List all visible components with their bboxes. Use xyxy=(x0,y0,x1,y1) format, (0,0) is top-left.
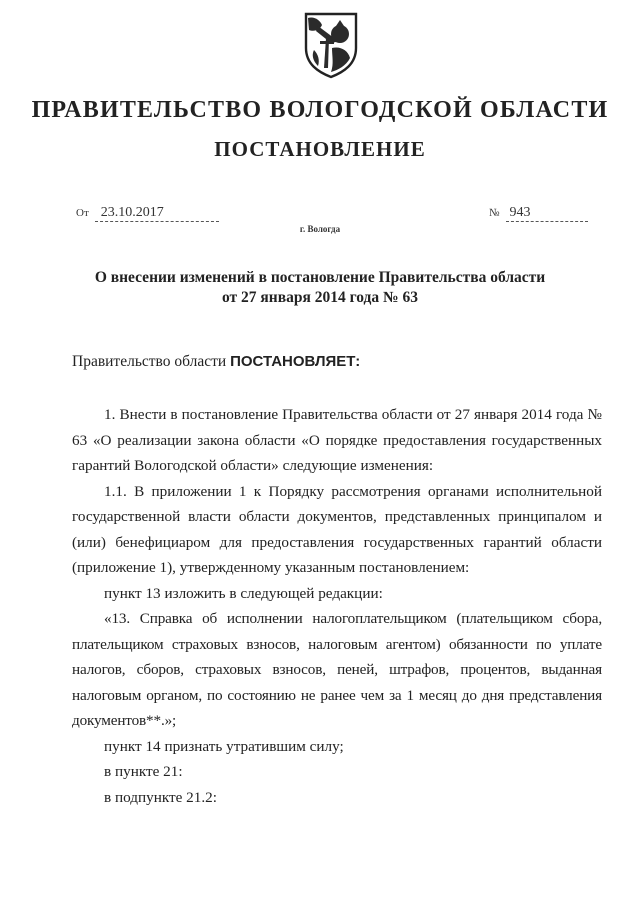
paragraph-item-14: пункт 14 признать утратившим силу; xyxy=(104,737,344,755)
number-prefix: № xyxy=(489,207,500,219)
coat-of-arms-emblem xyxy=(300,8,362,80)
paragraph-1-1: 1.1. В приложении 1 к Порядку рассмотрения органами исполнительной государственной власти области документов, представленных принципалом и (или) бенефициаром для предоставления государственных гарантий области (приложение 1), утвержденному указанным постановлением: xyxy=(72,482,602,576)
number-value: 943 xyxy=(506,205,588,222)
paragraph-item-13-intro: пункт 13 изложить в следующей редакции: xyxy=(104,584,383,602)
city-label: г. Вологда xyxy=(299,224,341,234)
paragraph-subitem-21-2: в подпункте 21.2: xyxy=(104,788,217,806)
paragraph-1: 1. Внести в постановление Правительства области от 27 января 2014 года № 63 «О реализации закона области «О порядке предоставления государственных гарантий Вологодской области» следующие изменения: xyxy=(72,406,602,474)
decree-keyword: ПОСТАНОВЛЯЕТ: xyxy=(230,353,361,370)
number-field xyxy=(489,204,588,222)
date-field xyxy=(76,204,219,222)
paragraph-item-13-text: «13. Справка об исполнении налогоплательщиком (плательщиком сбора, плательщиком страховых взносов, налоговым агентом) обязанности по уплате налогов, сборов, страховых взносов, пеней, штрафов, процентов, выданная налоговым органом, по состоянию не ранее чем за 1 месяц до дня представления документов**.»; xyxy=(72,610,602,729)
paragraph-item-21: в пункте 21: xyxy=(104,763,183,780)
coat-of-arms-icon xyxy=(300,8,362,80)
decree-statement xyxy=(72,353,360,371)
subject-line-1: О внесении изменений в постановление Правительства области xyxy=(94,269,546,286)
document-type-title: ПОСТАНОВЛЕНИЕ xyxy=(214,137,426,161)
date-prefix: От xyxy=(76,207,89,219)
document-body xyxy=(72,402,602,810)
document-subject xyxy=(60,268,580,308)
decree-prefix: Правительство области xyxy=(72,353,227,370)
government-title: ПРАВИТЕЛЬСТВО ВОЛОГОДСКОЙ ОБЛАСТИ xyxy=(31,97,609,123)
subject-line-2: от 27 января 2014 года № 63 xyxy=(222,289,418,306)
date-value: 23.10.2017 xyxy=(95,205,219,222)
